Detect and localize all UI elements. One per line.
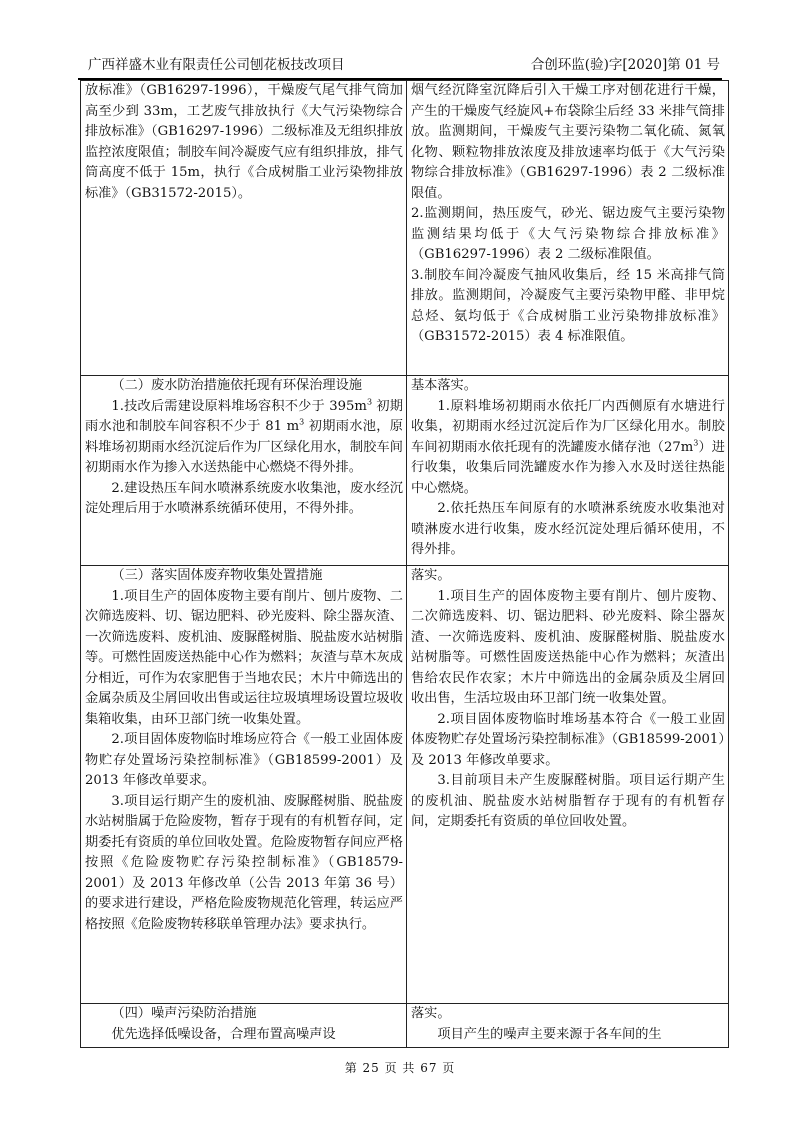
paragraph-text: 初期雨水池和制胶车间容积不少于 81 m xyxy=(85,398,403,434)
table-row-noise xyxy=(81,1004,729,1048)
header-document-number: 合创环监(验)字[2020]第 01 号 xyxy=(530,57,720,73)
status-text: 落实。 xyxy=(411,1006,451,1021)
section-heading: （二）废水防治措施依托现有环保治理设施 xyxy=(111,378,362,393)
paragraph-text: ）进行收集，收集后同洗罐废水作为掺入水及时送往热能中心燃烧。 xyxy=(411,439,725,496)
paragraph-text: 1.原料堆场初期雨水依托厂内西侧原有水塘进行收集，初期雨水经过沉淀后作为厂区绿化用水。制胶车间初期雨水依托现有的洗罐废水储存池（27m xyxy=(411,398,725,455)
table-row-wastewater xyxy=(81,376,729,566)
status-text: 落实。 xyxy=(411,568,451,583)
requirement-paragraph: 放标准》（GB16297-1996），干燥废气尾气排气筒加高至少到 33m，工艺废气排放执行《大气污染物综合排放标准》（GB16297-1996）二级标准及无组织排放监控浓度限值；制胶车间冷凝废气应有组织排放，排气筒高度不低于 15m，执行《合成树脂工业污染物排放标准》（GB31572-2015）。 xyxy=(85,83,403,201)
implementation-paragraph: 2.监测期间，热压废气，砂光、锯边废气主要污染物监测结果均低于《大气污染物综合排放标准》（GB16297-1996）表 2 二级标准限值。 xyxy=(411,206,725,262)
requirement-paragraph: 2.项目固体废物临时堆场应符合《一般工业固体废物贮存处置场污染控制标准》（GB18599-2001）及 2013 年修改单要求。 xyxy=(85,732,403,788)
implementation-paragraph: 项目产生的噪声主要来源于各车间的生 xyxy=(437,1026,662,1042)
measures-table xyxy=(80,80,729,1048)
requirement-cell xyxy=(81,81,407,376)
paragraph-text: 初期雨水池，原料堆场初期雨水经沉淀后作为厂区绿化用水，制胶车间初期雨水作为掺入水送热能中心燃烧不得外排。 xyxy=(85,419,403,475)
implementation-cell xyxy=(407,81,729,376)
requirement-paragraph xyxy=(85,397,403,479)
unit-superscript: 3 xyxy=(366,397,373,407)
implementation-cell xyxy=(407,376,729,566)
implementation-paragraph: 1.项目生产的固体废物主要有削片、刨片废物、二次筛选废料、切、锯边肥料、砂光废料、除尘器灰渣、一次筛选废料、废机油、废脲醛树脂、脱盐废水站树脂等。可燃性固废送热能中心作为燃料；灰渣出售给农民作农家；木片中筛选出的金属杂质及尘屑回收出售，生活垃圾由环卫部门统一收集处置。 xyxy=(411,588,725,706)
unit-superscript: 3 xyxy=(299,417,305,427)
implementation-paragraph: 烟气经沉降室沉降后引入干燥工序对刨花进行干燥，产生的干燥废气经旋风+布袋除尘后经 33 米排气筒排放。监测期间，干燥废气主要污染物二氧化硫、氮氧化物、颗粒物排放浓度及排放速率均低于《大气污染物综合排放标准》（GB16297-1996）表 2 二级标准限值。 xyxy=(411,83,725,201)
requirement-cell xyxy=(81,566,407,1004)
requirement-paragraph: 1.项目生产的固体废物主要有削片、刨片废物、二次筛选废料、切、锯边肥料、砂光废料、除尘器灰渣、一次筛选废料、废机油、废脲醛树脂、脱盐废水站树脂等。可燃性固废送热能中心作为燃料；灰渣与草木灰成分相近，可作为农家肥售于当地农民；木片中筛选出的金属杂质及尘屑回收出售或运往垃圾填埋场设置垃圾收集箱收集，由环卫部门统一收集处置。 xyxy=(85,588,403,727)
implementation-paragraph: 3.目前项目未产生废脲醛树脂。项目运行期产生的废机油、脱盐废水站树脂暂存于现有的有机暂存间，定期委托有资质的单位回收处置。 xyxy=(411,773,725,829)
implementation-paragraph: 2.依托热压车间原有的水喷淋系统废水收集池对喷淋废水进行收集，废水经沉淀处理后循环使用，不得外排。 xyxy=(411,501,725,557)
requirement-paragraph: 3.项目运行期产生的废机油、废脲醛树脂、脱盐废水站树脂属于危险废物，暂存于现有的有机暂存间，定期委托有资质的单位回收处置。危险废物暂存间应严格按照《危险废物贮存污染控制标准》（GB18579-2001）及 2013 年修改单（公告 2013 年第 36 号）的要求进行建设，严格危险废物规范化管理，转运应严格按照《危险废物转移联单管理办法》要求执行。 xyxy=(85,793,403,932)
status-text: 基本落实。 xyxy=(411,378,477,393)
requirement-cell xyxy=(81,1004,407,1048)
table-row-solid-waste xyxy=(81,566,729,1004)
implementation-cell xyxy=(407,566,729,1004)
page-number: 第 25 页 共 67 页 xyxy=(344,1061,456,1075)
paragraph-text: 1.技改后需建设原料堆场容积不少于 395m xyxy=(111,398,367,414)
header-project-title: 广西祥盛木业有限责任公司刨花板技改项目 xyxy=(88,57,345,73)
implementation-cell xyxy=(407,1004,729,1048)
requirement-paragraph: 2.建设热压车间水喷淋系统废水收集池，废水经沉淀处理后用于水喷淋系统循环使用，不得外排。 xyxy=(85,480,403,516)
requirement-paragraph: 优先选择低噪设备，合理布置高噪声设 xyxy=(111,1026,336,1042)
section-heading: （四）噪声污染防治措施 xyxy=(111,1006,257,1021)
unit-superscript: 3 xyxy=(693,438,699,448)
implementation-paragraph: 2.项目固体废物临时堆场基本符合《一般工业固体废物贮存处置场污染控制标准》（GB18599-2001）及 2013 年修改单要求。 xyxy=(411,711,725,768)
table-row-exhaust-gas xyxy=(81,81,729,376)
page-header xyxy=(78,54,722,80)
requirement-cell xyxy=(81,376,407,566)
implementation-paragraph: 3.制胶车间冷凝废气抽风收集后，经 15 米高排气筒排放。监测期间，冷凝废气主要污染物甲醛、非甲烷总烃、氨均低于《合成树脂工业污染物排放标准》（GB31572-2015）表 4 标准限值。 xyxy=(411,267,725,344)
section-heading: （三）落实固体废弃物收集处置措施 xyxy=(111,568,323,583)
implementation-paragraph xyxy=(411,397,725,500)
